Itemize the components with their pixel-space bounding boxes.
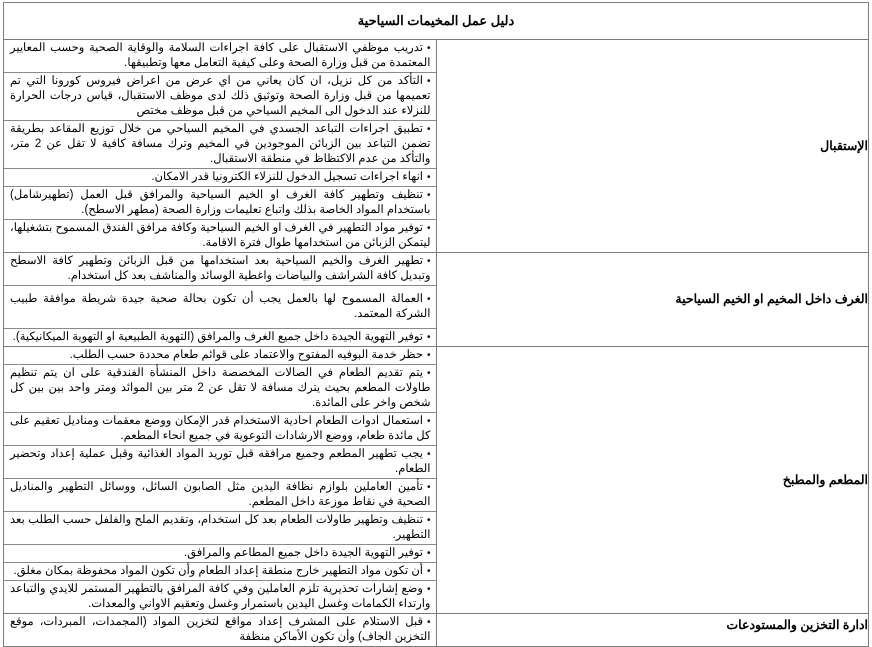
item-text: تطبيق اجراءات التباعد الجسدي في المخيم السياحي من خلال توزيع المقاعد بطريقة تضمن التباعد بين الزبائن الموجودين في المخيم وترك مسافة كافية لا تقل عن 2 متر، والتأكد من عدم الاكتظاظ في منطقة الاستقبال.	[10, 123, 431, 165]
campsite-guide-table	[3, 2, 869, 647]
list-item	[4, 479, 436, 512]
list-item	[4, 169, 436, 187]
list-item	[4, 413, 436, 446]
bullet-icon: •	[426, 416, 431, 427]
list-item	[4, 329, 436, 346]
item-text: وضع إشارات تحذيرية تلزم العاملين وفي كافة المرافق بالتطهير المستمر للايدي والتباعد وارتداء الكمامات وغسل اليدين باستمرار وغسل وتعقيم الاواني والمعدات.	[10, 583, 431, 610]
list-item	[4, 73, 436, 121]
bullet-icon: •	[426, 332, 431, 343]
item-text: يتم تقديم الطعام في الصالات المخصصة داخل المنشأة الفندقية على ان يتم تنظيم طاولات المطعم بحيث يترك مسافة لا تقل عن 2 متر بين الموائد ومتر واحد بين بين كل شخص واخر على المائدة.	[10, 367, 431, 409]
bullet-icon: •	[426, 124, 431, 135]
category-label-rooms: الغرف داخل المخيم او الخيم السياحية	[436, 253, 869, 347]
bullet-icon: •	[426, 350, 431, 361]
section-row-storage	[4, 614, 869, 647]
bullet-icon: •	[426, 368, 431, 379]
item-text: تطهير الغرف والخيم السياحية بعد استخدامها من قبل الزبائن وتطهير كافة الاسطح وتبديل كافة الشراشف والبياضات واغطية الوسائد والمناشف بعد كل استخدام.	[10, 255, 431, 282]
list-item	[4, 581, 436, 613]
items-cell-storage	[4, 614, 437, 647]
bullet-icon: •	[426, 449, 431, 460]
list-item	[4, 446, 436, 479]
items-cell-reception	[4, 40, 437, 253]
section-row-reception	[4, 40, 869, 253]
item-text: توفير مواد التطهير في الغرف او الخيم السياحية وكافة مرافق الفندق المسموح بتشغيلها، ليتمكن الزبائن من استخدامها طوال فترة الاقامة.	[10, 222, 431, 249]
list-item	[4, 220, 436, 252]
section-row-restaurant	[4, 347, 869, 614]
item-text: يجب تطهير المطعم وجميع مرافقه قبل توريد المواد الغذائية وقبل عملية إعداد وتحضير الطعام.	[10, 448, 431, 475]
item-text: تدريب موظفي الاستقبال على كافة اجراءات السلامة والوقاية الصحية وحسب المعايير المعتمدة من قبل وزارة الصحة وعلى كيفية التعامل معها وتطبيقها.	[10, 42, 431, 69]
list-item	[4, 187, 436, 220]
item-text: حظر خدمة البوفيه المفتوح والاعتماد على قوائم طعام محددة حسب الطلب.	[69, 349, 423, 361]
list-item	[4, 347, 436, 365]
bullet-icon: •	[426, 76, 431, 87]
item-text: العمالة المسموح لها بالعمل يجب أن تكون بحالة صحية جيدة شريطة موافقة طبيب الشركة المعتمد.	[10, 293, 431, 320]
bullet-icon: •	[426, 584, 431, 595]
bullet-icon: •	[426, 566, 431, 577]
list-item	[4, 512, 436, 545]
title-row	[4, 3, 869, 40]
list-item	[4, 253, 436, 286]
list-item	[4, 286, 436, 329]
bullet-icon: •	[426, 548, 431, 559]
item-text: تنظيف وتطهير كافة الغرف او الخيم السياحية والمرافق قبل العمل (تطهيرشامل) باستخدام المواد الخاصة بذلك واتباع تعليمات وزارة الصحة (مطهر الاسطح).	[10, 189, 431, 216]
bullet-icon: •	[426, 256, 431, 267]
bullet-icon: •	[426, 294, 431, 305]
item-text: توفير التهوية الجيدة داخل جميع المطاعم والمرافق.	[183, 547, 423, 559]
item-text: استعمال ادوات الطعام احادية الاستخدام قدر الإمكان ووضع معقمات ومناديل تعقيم على كل مائدة طعام، ووضع الارشادات التوعوية في جميع انحاء المطعم.	[10, 415, 431, 442]
document-title: دليل عمل المخيمات السياحية	[4, 3, 869, 40]
bullet-icon: •	[426, 43, 431, 54]
section-row-rooms	[4, 253, 869, 347]
bullet-icon: •	[426, 223, 431, 234]
list-item	[4, 563, 436, 581]
category-label-reception: الإستقبال	[436, 40, 869, 253]
bullet-icon: •	[426, 482, 431, 493]
bullet-icon: •	[426, 172, 431, 183]
item-text: التأكد من كل نزيل، ان كان يعاني من اي عرض من اعراض فيروس كورونا التي تم تعميمها من قبل وزارة الصحة وتوثيق ذلك لدى موظف الاستقبال، قياس درجات الحرارة للنزلاء عند الدخول الى المخيم السياحي من قبل موظف مختص	[10, 75, 431, 117]
item-text: تنظيف وتطهير طاولات الطعام بعد كل استخدام، وتقديم الملح والفلفل حسب الطلب بعد التطهير.	[10, 514, 431, 541]
list-item	[4, 40, 436, 73]
item-text: توفير التهوية الجيدة داخل جميع الغرف والمرافق (التهوية الطبيعية او التهوية الميكانيكية).	[12, 331, 423, 343]
item-text: أن تكون مواد التطهير خارج منطقة إعداد الطعام وأن تكون المواد محفوظة بمكان مغلق.	[13, 565, 423, 577]
items-cell-restaurant	[4, 347, 437, 614]
item-text: قبل الاستلام على المشرف إعداد مواقع لتخزين المواد (المجمدات، المبردات، موقع التخزين الجاف) وأن تكون الأماكن منظفة	[10, 616, 431, 643]
list-item	[4, 545, 436, 563]
category-label-restaurant: المطعم والمطبخ	[436, 347, 869, 614]
bullet-icon: •	[426, 617, 431, 628]
items-cell-rooms	[4, 253, 437, 347]
list-item	[4, 121, 436, 169]
list-item	[4, 365, 436, 413]
category-label-storage: ادارة التخزين والمستودعات	[436, 614, 869, 647]
item-text: انهاء اجراءات تسجيل الدخول للنزلاء الكترونيا قدر الامكان.	[151, 171, 423, 183]
list-item	[4, 614, 436, 646]
bullet-icon: •	[426, 515, 431, 526]
bullet-icon: •	[426, 190, 431, 201]
item-text: تأمين العاملين بلوازم نظافة اليدين مثل الصابون السائل، ووسائل التطهير والمناديل الصحية في نقاط موزعة داخل المطعم.	[10, 481, 431, 508]
